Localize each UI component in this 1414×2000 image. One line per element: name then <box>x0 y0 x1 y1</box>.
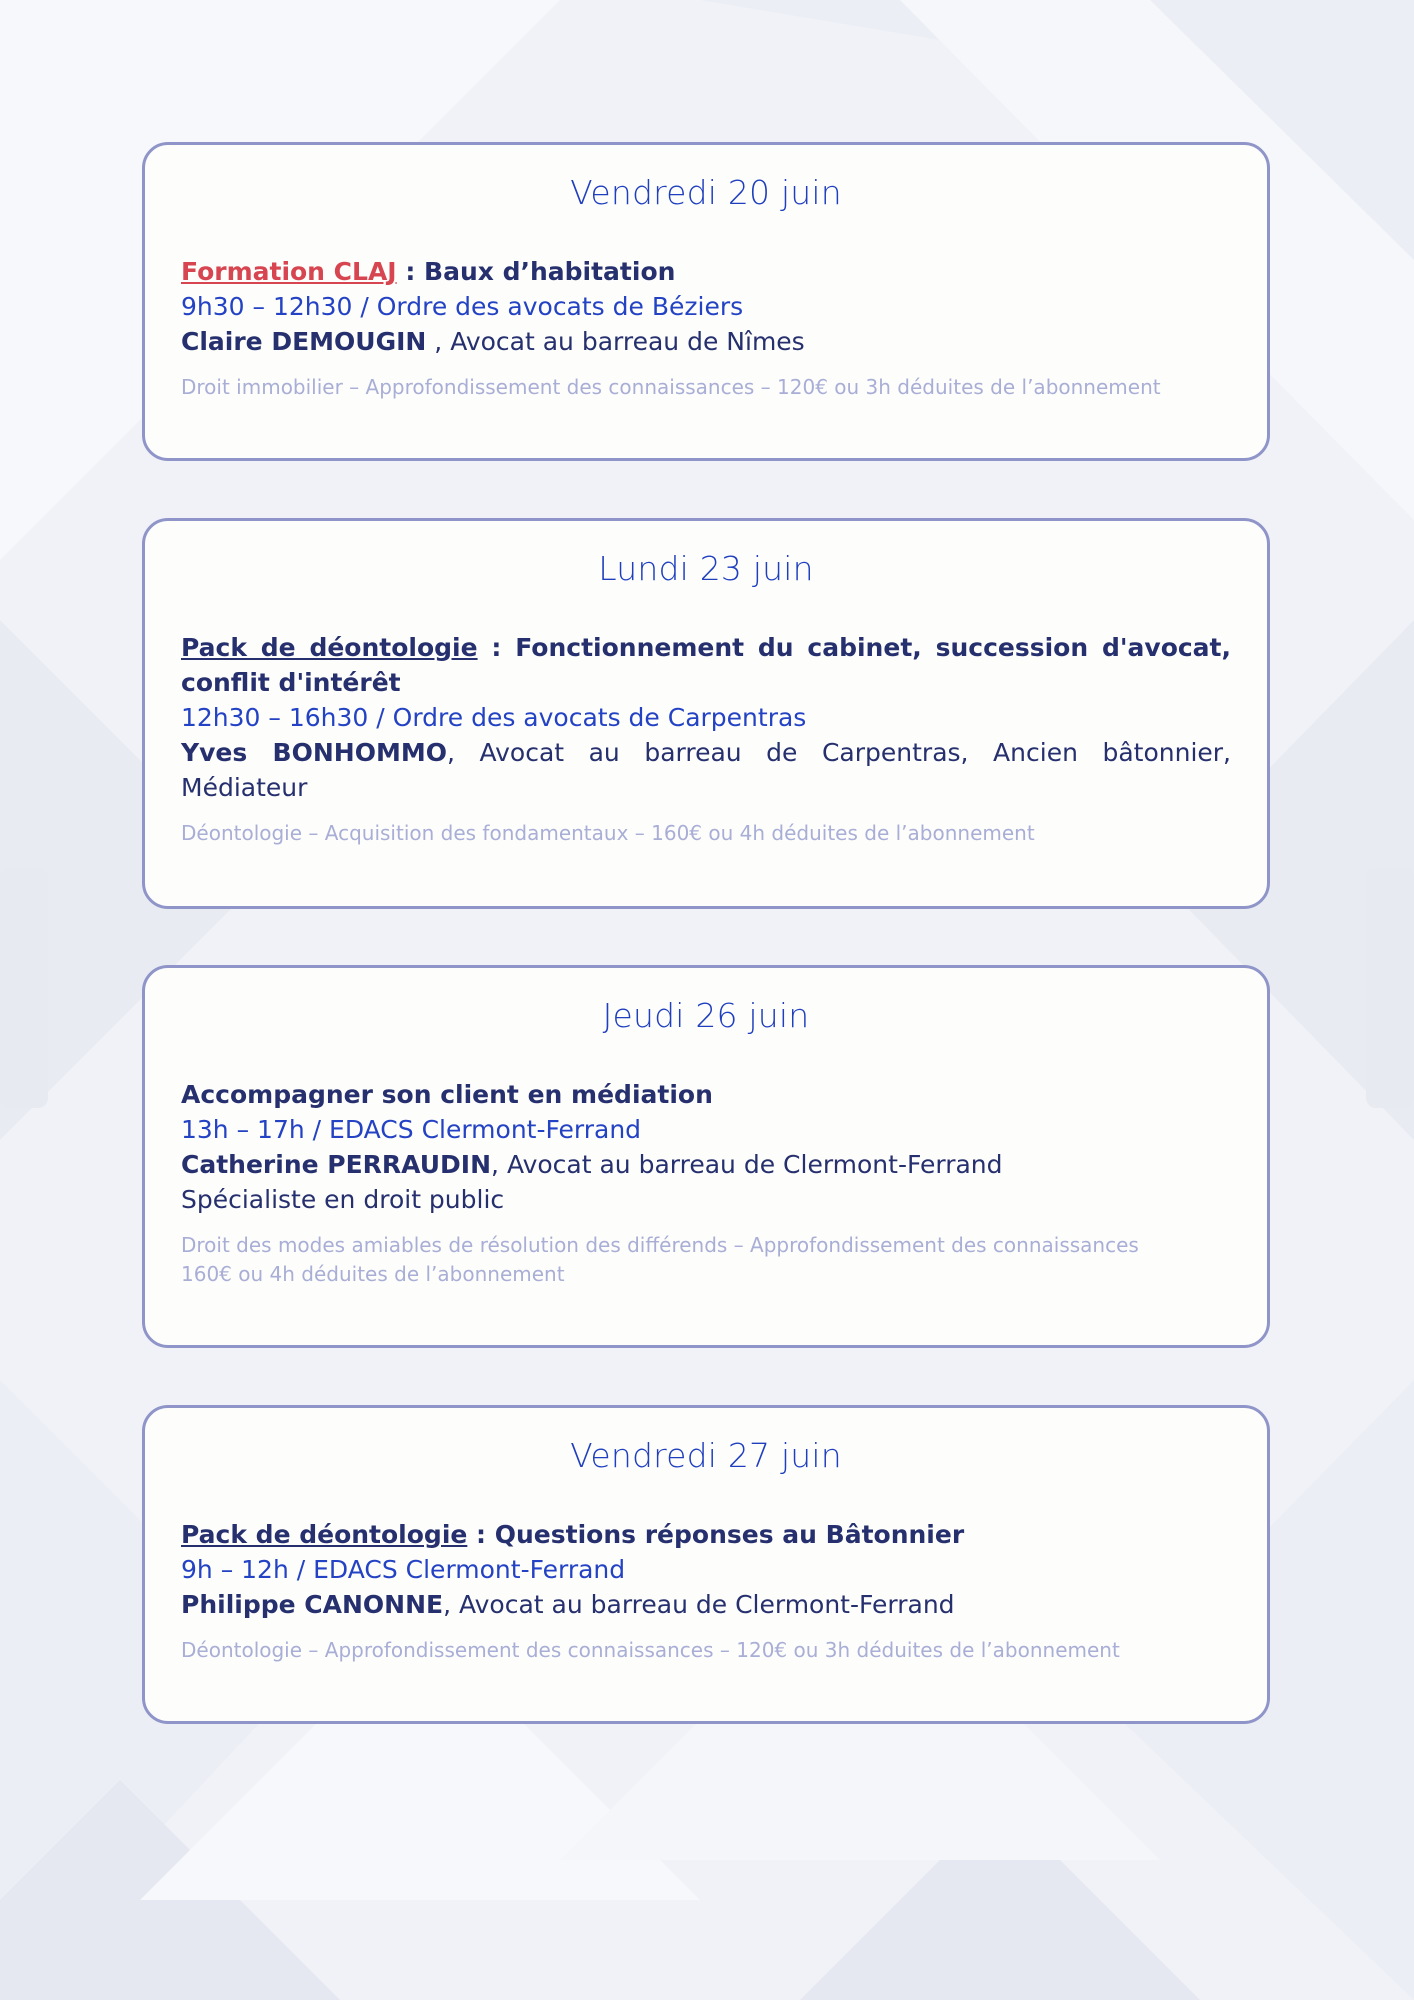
event-time-place: 9h30 – 12h30 / Ordre des avocats de Béziers <box>181 292 744 321</box>
event-meta: Droit immobilier – Approfondissement des connaissances – 120€ ou 3h déduites de l’abonnement <box>181 375 1161 399</box>
event-speaker <box>181 324 1231 359</box>
speaker-specialty: Spécialiste en droit public <box>181 1185 505 1214</box>
event-date: Vendredi 20 juin <box>570 173 842 212</box>
event-meta <box>181 1231 1231 1289</box>
event-date: Lundi 23 juin <box>598 549 814 588</box>
event-time-place: 12h30 – 16h30 / Ordre des avocats de Carpentras <box>181 703 807 732</box>
event-card <box>142 965 1270 1348</box>
event-meta: Déontologie – Acquisition des fondamentaux – 160€ ou 4h déduites de l’abonnement <box>181 821 1035 845</box>
event-speaker <box>181 1587 1231 1622</box>
event-time-place: 13h – 17h / EDACS Clermont-Ferrand <box>181 1115 642 1144</box>
event-speaker <box>181 735 1231 805</box>
speaker-name: Philippe CANONNE <box>181 1590 444 1619</box>
event-title-separator: : <box>467 1520 495 1549</box>
event-title <box>181 254 1231 289</box>
event-meta: Déontologie – Approfondissement des connaissances – 120€ ou 3h déduites de l’abonnement <box>181 1638 1120 1662</box>
event-title-separator: : <box>477 633 516 662</box>
event-title-link[interactable]: Formation CLAJ <box>181 257 397 286</box>
event-title-text: Fonctionnement du cabinet, succession d'avocat, conflit d'intérêt <box>181 633 1232 697</box>
speaker-name: Claire DEMOUGIN <box>181 327 427 356</box>
event-time-place: 9h – 12h / EDACS Clermont-Ferrand <box>181 1555 626 1584</box>
event-title-link[interactable]: Pack de déontologie <box>181 633 478 662</box>
speaker-role: , Avocat au barreau de Nîmes <box>426 327 805 356</box>
event-card <box>142 1405 1270 1724</box>
event-title-separator: : <box>396 257 425 286</box>
event-title-text: Questions réponses au Bâtonnier <box>494 1520 965 1549</box>
event-title-text: Baux d’habitation <box>424 257 676 286</box>
event-speaker <box>181 1147 1231 1182</box>
speaker-role: , Avocat au barreau de Clermont-Ferrand <box>491 1150 1003 1179</box>
speaker-name: Catherine PERRAUDIN <box>181 1150 492 1179</box>
speaker-role: , Avocat au barreau de Carpentras, Ancien bâtonnier, Médiateur <box>181 738 1231 802</box>
event-meta-line: Droit des modes amiables de résolution des différends – Approfondissement des connaissances <box>181 1233 1139 1257</box>
event-date: Vendredi 27 juin <box>570 1436 842 1475</box>
speaker-role: , Avocat au barreau de Clermont-Ferrand <box>443 1590 955 1619</box>
event-title <box>181 1517 1231 1552</box>
event-card <box>142 518 1270 909</box>
event-title <box>181 630 1231 700</box>
event-meta-line: 160€ ou 4h déduites de l’abonnement <box>181 1262 565 1286</box>
event-date: Jeudi 26 juin <box>602 996 810 1035</box>
event-title-link[interactable]: Pack de déontologie <box>181 1520 468 1549</box>
event-title-text: Accompagner son client en médiation <box>181 1080 713 1109</box>
event-card <box>142 142 1270 461</box>
event-title <box>181 1077 1231 1112</box>
speaker-name: Yves BONHOMMO <box>181 738 447 767</box>
